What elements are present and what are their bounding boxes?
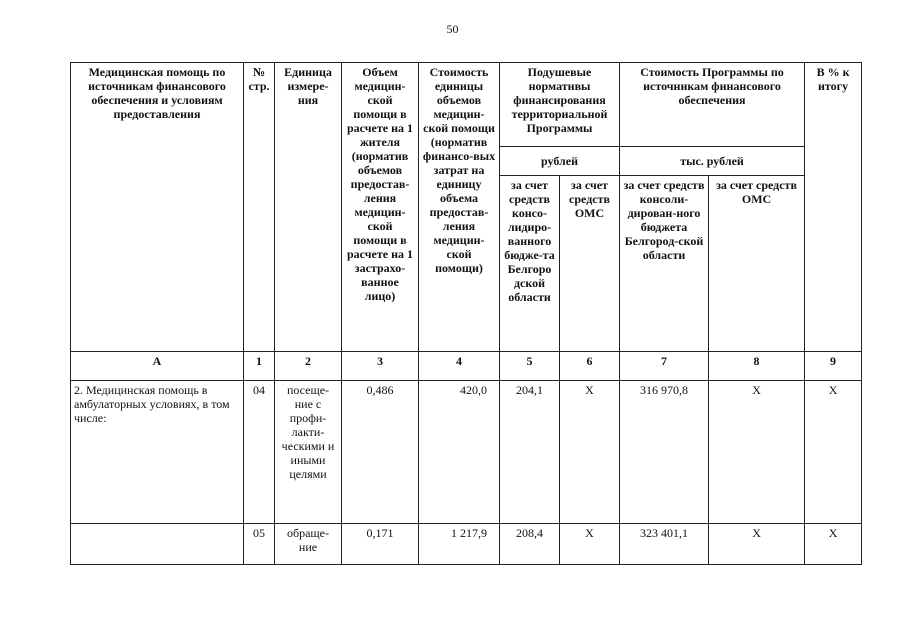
header-row-1 [71, 63, 862, 147]
row-label: 2. Медицинская помощь в амбулаторных условиях, в том числе: [71, 381, 244, 524]
financing-table [70, 62, 862, 565]
header-col-cost: Стоимость единицы объемов медицин-ской помощи (норматив финансо-вых затрат на единицу объема предостав-ления медицин-ской помощи) [419, 63, 500, 352]
header-col-percent: В % к итогу [805, 63, 862, 352]
row-volume: 0,171 [342, 524, 419, 565]
page-number: 50 [446, 22, 459, 36]
row-cost: 1 217,9 [419, 524, 500, 565]
header-sub-8: за счет средств ОМС [709, 175, 805, 351]
row-norm-budget: 204,1 [500, 381, 560, 524]
header-group-norms: Подушевые нормативы финансирования территориальной Программы [500, 63, 620, 147]
row-cost-oms: Х [709, 381, 805, 524]
row-percent: Х [805, 381, 862, 524]
header-col-unit: Единица измере-ния [275, 63, 342, 352]
row-norm-oms: Х [560, 381, 620, 524]
row-num: 04 [244, 381, 275, 524]
header-group-cost: Стоимость Программы по источникам финансового обеспечения [620, 63, 805, 147]
numbering-cell: 5 [500, 352, 560, 381]
numbering-cell: 4 [419, 352, 500, 381]
numbering-cell: 9 [805, 352, 862, 381]
header-col-a: Медицинская помощь по источникам финансового обеспечения и условиям предоставления [71, 63, 244, 352]
header-unit-thous: тыс. рублей [620, 146, 805, 175]
row-num: 05 [244, 524, 275, 565]
header-sub-7: за счет средств консоли-дирован-ного бюджета Белгород-ской области [620, 175, 709, 351]
header-col-volume: Объем медицин-ской помощи в расчете на 1 жителя (норматив объемов предостав-ления медицин-ской помощи в расчете на 1 застрахо-ванное лицо) [342, 63, 419, 352]
row-cost-budget: 323 401,1 [620, 524, 709, 565]
numbering-cell: 1 [244, 352, 275, 381]
table-row [71, 381, 862, 524]
row-norm-oms: Х [560, 524, 620, 565]
numbering-cell: 2 [275, 352, 342, 381]
row-cost-oms: Х [709, 524, 805, 565]
numbering-cell: 3 [342, 352, 419, 381]
numbering-cell: 8 [709, 352, 805, 381]
numbering-cell: А [71, 352, 244, 381]
row-label [71, 524, 244, 565]
numbering-cell: 6 [560, 352, 620, 381]
row-cost-budget: 316 970,8 [620, 381, 709, 524]
header-col-num: № стр. [244, 63, 275, 352]
row-percent: Х [805, 524, 862, 565]
numbering-cell: 7 [620, 352, 709, 381]
numbering-row [71, 352, 862, 381]
row-cost: 420,0 [419, 381, 500, 524]
row-unit: посеще-ние с профи-лакти-ческими и иными целями [275, 381, 342, 524]
row-unit: обраще-ние [275, 524, 342, 565]
table-row [71, 524, 862, 565]
row-volume: 0,486 [342, 381, 419, 524]
header-unit-rub: рублей [500, 146, 620, 175]
header-sub-5: за счет средств консо-лидиро-ванного бюдже-та Белгоро дской области [500, 175, 560, 351]
header-sub-6: за счет средств ОМС [560, 175, 620, 351]
row-norm-budget: 208,4 [500, 524, 560, 565]
